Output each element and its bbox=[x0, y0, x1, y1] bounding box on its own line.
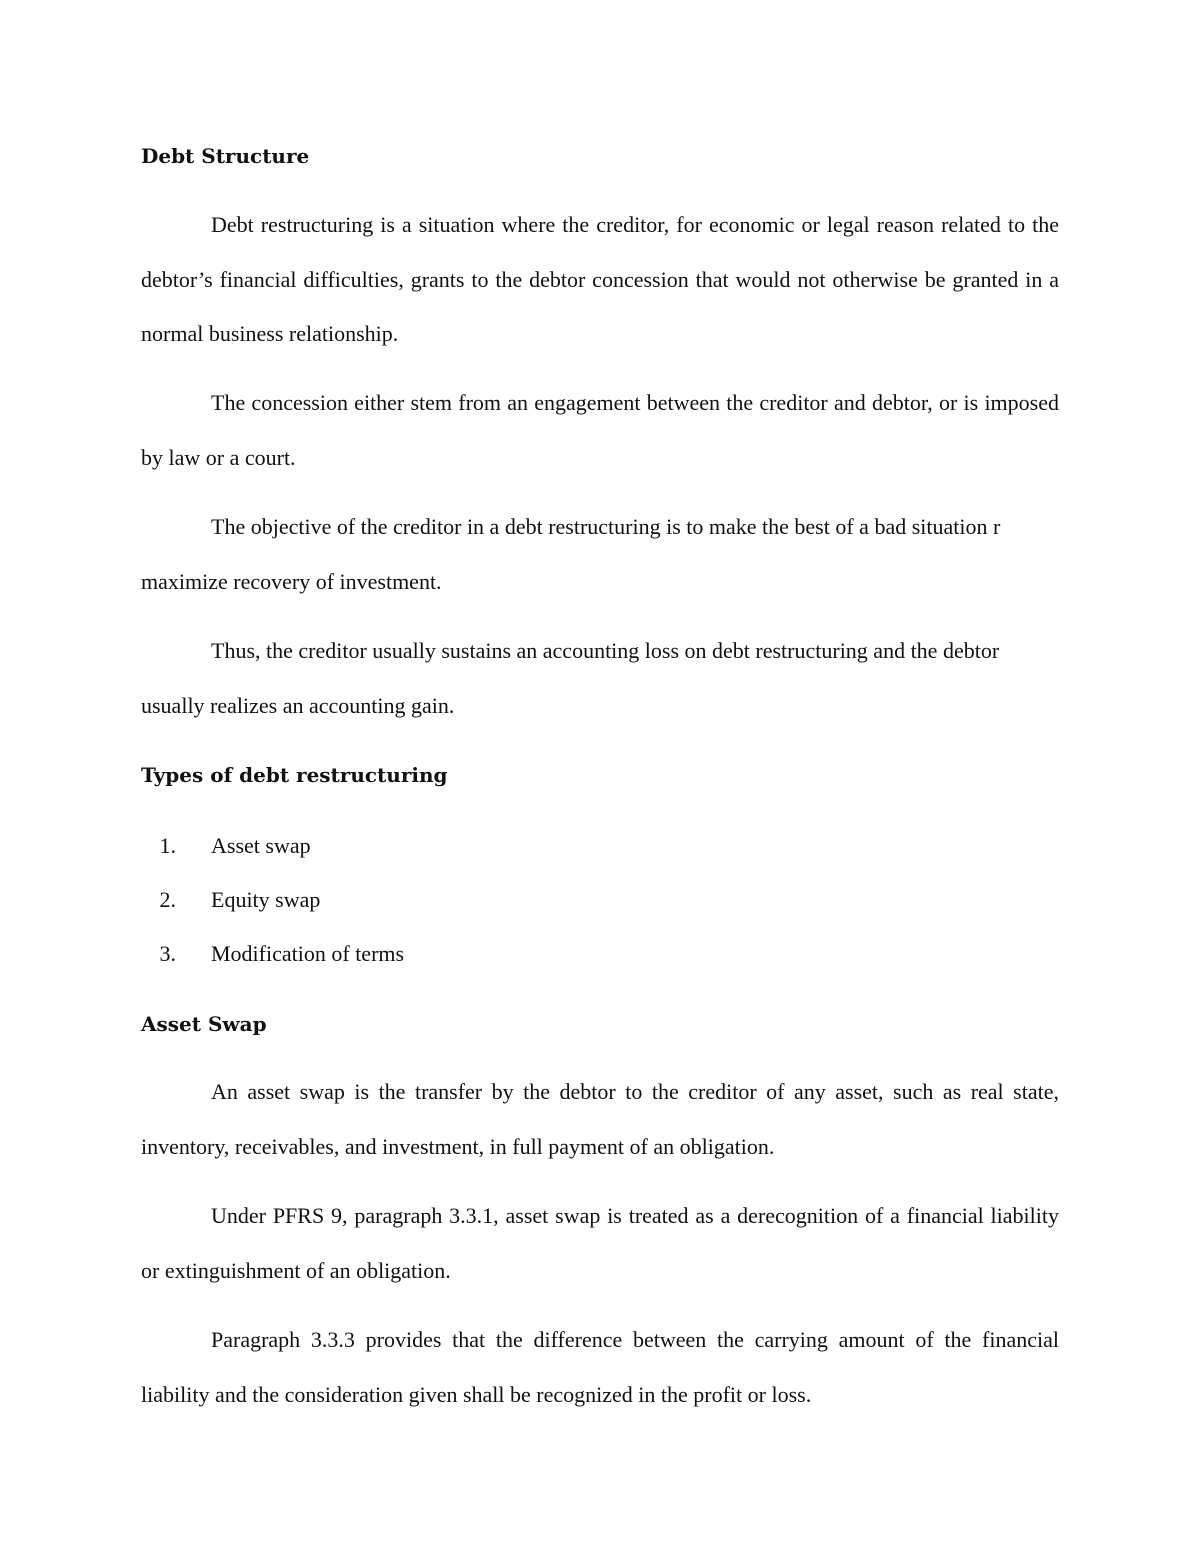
list-item bbox=[141, 833, 311, 859]
list-item-number: 3. bbox=[159, 941, 176, 966]
section-heading-types: Types of debt restructuring bbox=[141, 763, 448, 787]
list-item-number: 2. bbox=[159, 887, 176, 912]
paragraph-definition: Debt restructuring is a situation where the creditor, for economic or legal reason related to the debtor’s financial difficulties, grants to the debtor concession that would not otherwise be granted in a normal business relationship. bbox=[141, 212, 1059, 346]
list-item-number: 1. bbox=[159, 833, 176, 858]
section-heading-debt-structure: Debt Structure bbox=[141, 144, 310, 168]
paragraph-concession: The concession either stem from an engagement between the creditor and debtor, or is imposed by law or a court. bbox=[141, 390, 1059, 470]
section-heading-asset-swap: Asset Swap bbox=[141, 1012, 267, 1036]
paragraph-pfrs9: Under PFRS 9, paragraph 3.3.1, asset swap is treated as a derecognition of a financial liability or extinguishment of an obligation. bbox=[141, 1203, 1059, 1283]
list-item bbox=[141, 941, 404, 967]
paragraph-3-3-3: Paragraph 3.3.3 provides that the difference between the carrying amount of the financial liability and the consideration given shall be recognized in the profit or loss. bbox=[141, 1327, 1059, 1407]
paragraph-accounting-loss: Thus, the creditor usually sustains an accounting loss on debt restructuring and the debtor usually realizes an accounting gain. bbox=[141, 638, 1000, 718]
list-item-text: Equity swap bbox=[211, 887, 321, 912]
paragraph-objective: The objective of the creditor in a debt restructuring is to make the best of a bad situation r maximize recovery of investment. bbox=[141, 514, 1001, 594]
list-item-text: Asset swap bbox=[211, 833, 311, 858]
paragraph-asset-swap-definition: An asset swap is the transfer by the debtor to the creditor of any asset, such as real state, inventory, receivables, and investment, in full payment of an obligation. bbox=[141, 1079, 1059, 1159]
list-item bbox=[141, 887, 320, 913]
list-item-text: Modification of terms bbox=[211, 941, 405, 966]
